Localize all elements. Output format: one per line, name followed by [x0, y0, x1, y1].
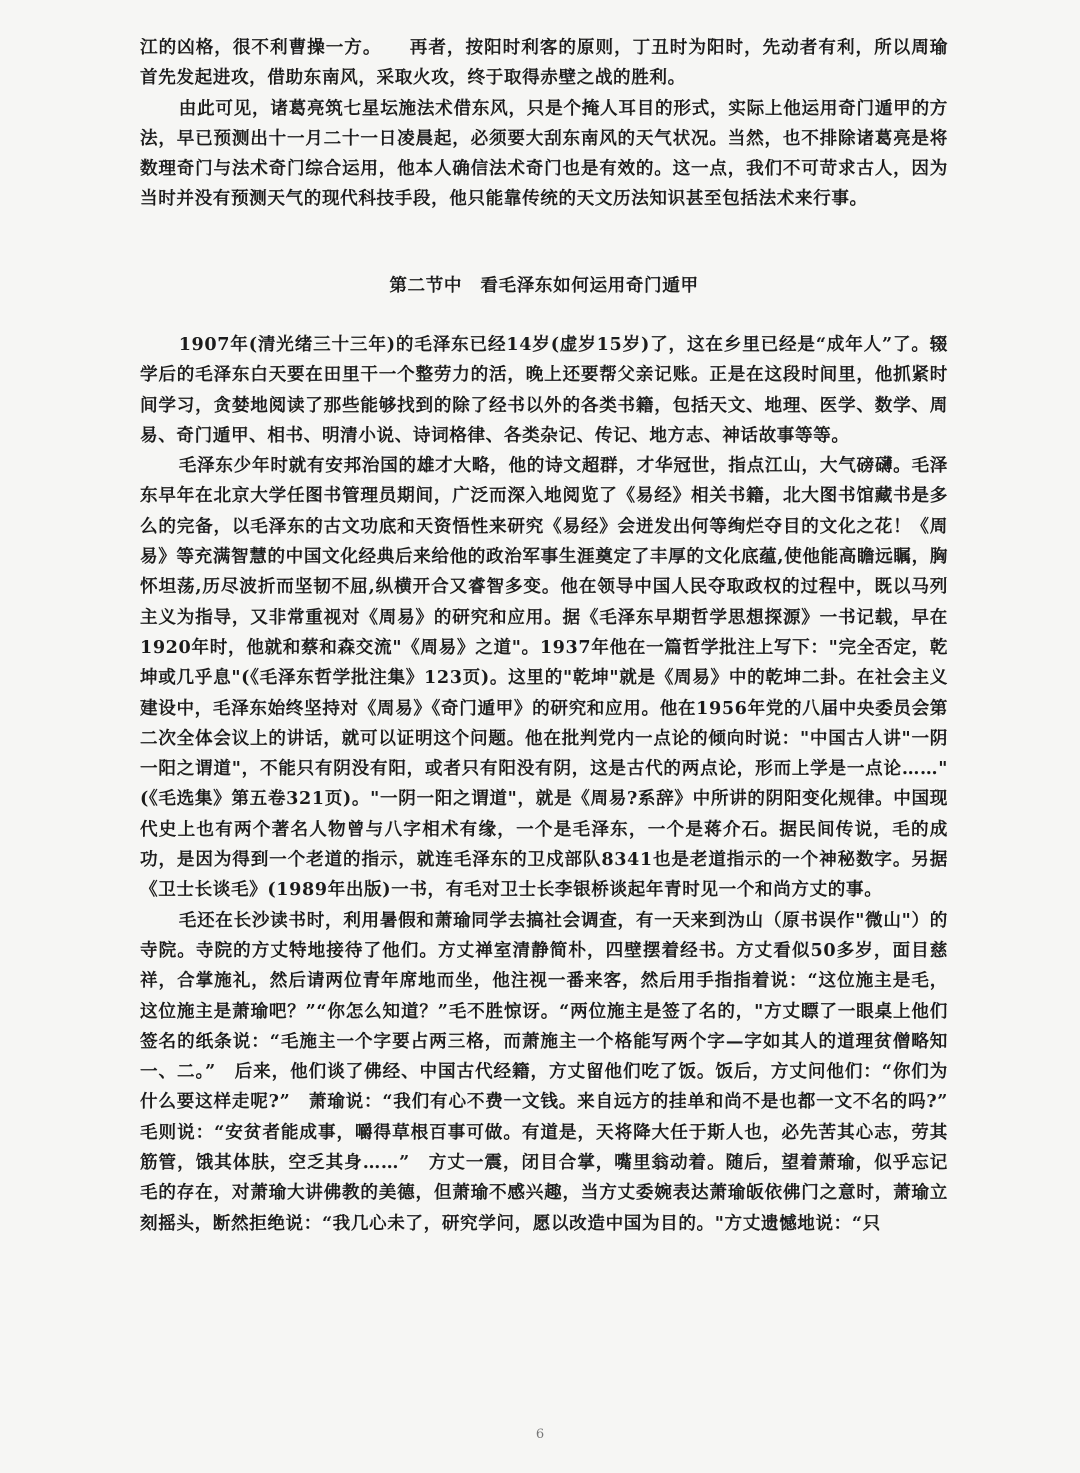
continuation-paragraph: 江的凶格，很不利曹操一方。 再者，按阳时利客的原则，丁丑时为阳时，先动者有利，所以周瑜首先发起进攻，借助东南风，采取火攻，终于取得赤壁之战的胜利。: [140, 37, 948, 89]
page-number: 6: [535, 1427, 545, 1442]
paragraph-zhouyi: 毛泽东少年时就有安邦治国的雄才大略，他的诗文超群，才华冠世，指点江山，大气磅礴。毛泽东早年在北京大学任图书管理员期间，广泛而深入地阅览了《易经》相关书籍，北大图书馆藏书是多么的完备，以毛泽东的古文功底和天资悟性来研究《易经》会迸发出何等绚烂夺目的文化之花！《周易》等充满智慧的中国文化经典后来给他的政治军事生涯奠定了丰厚的文化底蕴,使他能高瞻远瞩，胸怀坦荡,历尽波折而坚韧不屈,纵横开合又睿智多变。他在领导中国人民夺取政权的过程中，既以马列主义为指导，又非常重视对《周易》的研究和应用。据《毛泽东早期哲学思想探源》一书记载，早在1920年时，他就和蔡和森交流"《周易》之道"。1937年他在一篇哲学批注上写下："完全否定，乾坤或几乎息"(《毛泽东哲学批注集》123页)。这里的"乾坤"就是《周易》中的乾坤二卦。在社会主义建设中，毛泽东始终坚持对《周易》《奇门遁甲》的研究和应用。他在1956年党的八届中央委员会第二次全体会议上的讲话，就可以证明这个问题。他在批判党内一点论的倾向时说："中国古人讲"一阴一阳之谓道"，不能只有阴没有阳，或者只有阳没有阴，这是古代的两点论，形而上学是一点论……"(《毛选集》第五卷321页)。"一阴一阳之谓道"，就是《周易?系辞》中所讲的阴阳变化规律。中国现代史上也有两个著名人物曾与八字相术有缘，一个是毛泽东，一个是蒋介石。据民间传说，毛的成功，是因为得到一个老道的指示，就连毛泽东的卫戍部队8341也是老道指示的一个神秘数字。另据《卫士长谈毛》(1989年出版)一书，有毛对卫士长李银桥谈起年青时见一个和尚方丈的事。: [140, 455, 948, 901]
text-block-main: [140, 330, 967, 1239]
text-block-top: [140, 33, 948, 215]
section-heading: 第二节中 看毛泽东如何运用奇门遁甲: [389, 275, 699, 296]
conclusion-paragraph: 由此可见，诸葛亮筑七星坛施法术借东风，只是个掩人耳目的形式，实际上他运用奇门遁甲的方法，早已预测出十一月二十一日凌晨起，必须要大刮东南风的天气状况。当然，也不排除诸葛亮是将数理奇门与法术奇门综合运用，他本人确信法术奇门也是有效的。这一点，我们不可苛求古人，因为当时并没有预测天气的现代科技手段，他只能靠传统的天文历法知识甚至包括法术来行事。: [140, 97, 948, 210]
paragraph-1907: 1907年(清光绪三十三年)的毛泽东已经14岁(虚岁15岁)了，这在乡里已经是“成年人”了。辍学后的毛泽东白天要在田里干一个整劳力的活，晚上还要帮父亲记账。正是在这段时间里，他抓紧时间学习，贪婪地阅读了那些能够找到的除了经书以外的各类书籍，包括天文、地理、医学、数学、周易、奇门遁甲、相书、明清小说、诗词格律、各类杂记、传记、地方志、神话故事等等。: [140, 334, 948, 446]
paragraph-abbot: 毛还在长沙读书时，利用暑假和萧瑜同学去搞社会调查，有一天来到沩山（原书误作"微山"）的寺院。寺院的方丈特地接待了他们。方丈禅室清静简朴，四壁摆着经书。方丈看似50多岁，面目慈祥，合掌施礼，然后请两位青年席地而坐，他注视一番来客，然后用手指指着说：“这位施主是毛，这位施主是萧瑜吧？”“你怎么知道？”毛不胜惊讶。“两位施主是签了名的，"方丈瞟了一眼桌上他们签名的纸条说：“毛施主一个字要占两三格，而萧施主一个格能写两个字—字如其人的道理贫僧略知一、二。” 后来，他们谈了佛经、中国古代经籍，方丈留他们吃了饭。饭后，方丈问他们：“你们为什么要这样走呢?” 萧瑜说：“我们有心不费一文钱。来自远方的挂单和尚不是也都一文不名的吗?” 毛则说：“安贫者能成事，嚼得草根百事可做。有道是，天将降大任于斯人也，必先苦其心志，劳其筋管，饿其体肤，空乏其身……” 方丈一震，闭目合掌，嘴里翁动着。随后，望着萧瑜，似乎忘记毛的存在，对萧瑜大讲佛教的美德，但萧瑜不感兴趣，当方丈委婉表达萧瑜皈依佛门之意时，萧瑜立刻摇头，断然拒绝说：“我几心未了，研究学问，愿以改造中国为目的。"方丈遗憾地说：“只: [140, 909, 967, 1234]
